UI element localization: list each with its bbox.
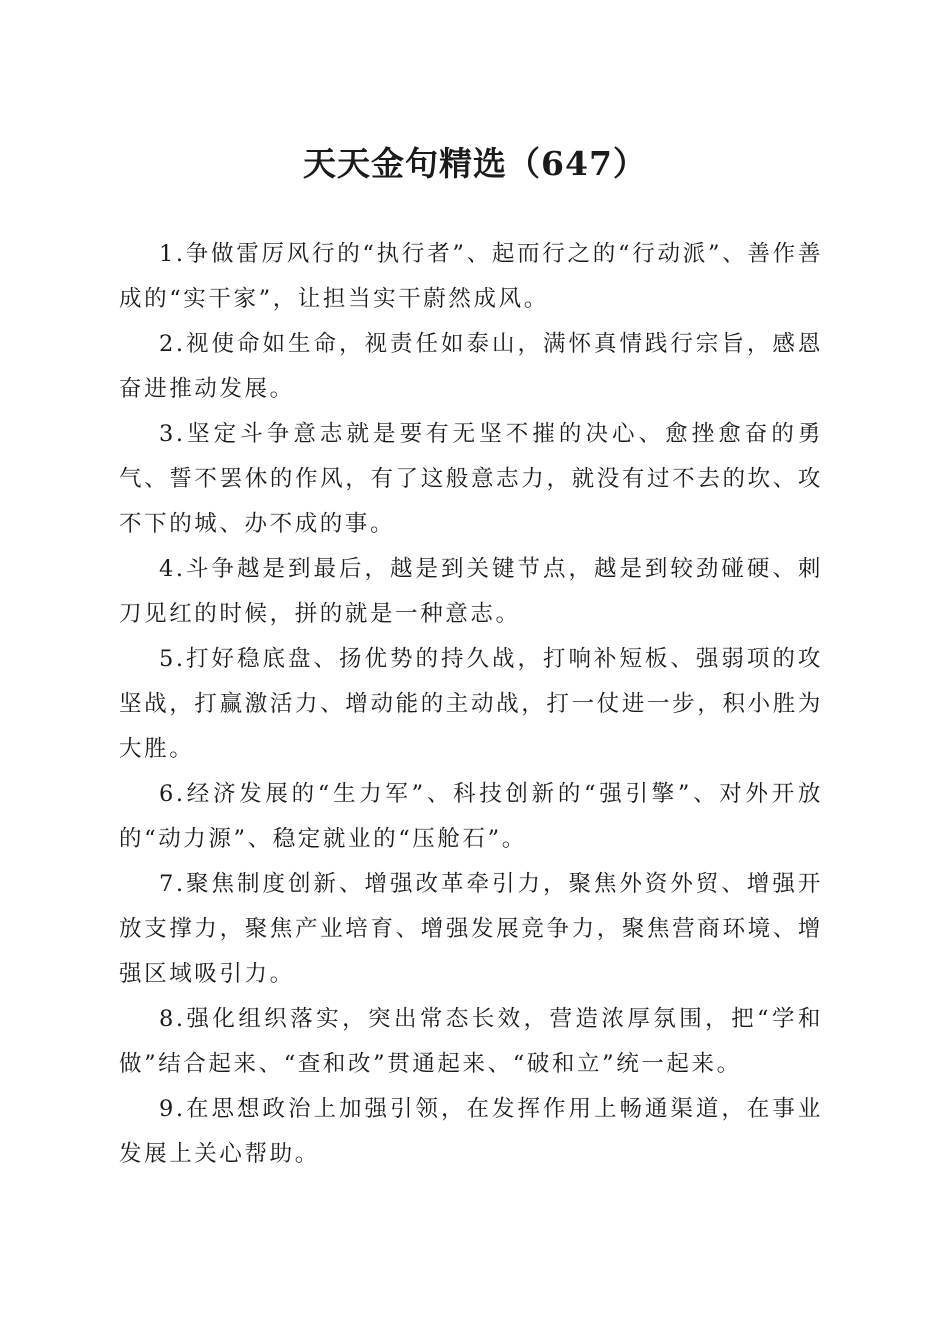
document-body: [119, 232, 823, 1177]
paragraph-4: 4.斗争越是到最后，越是到关键节点，越是到较劲碰硬、刺刀见红的时候，拼的就是一种意志。: [119, 556, 823, 627]
paragraph-5: 5.打好稳底盘、扬优势的持久战，打响补短板、强弱项的攻坚战，打赢激活力、增动能的主动战，打一仗进一步，积小胜为大胜。: [119, 646, 823, 762]
paragraph-3: 3.坚定斗争意志就是要有无坚不摧的决心、愈挫愈奋的勇气、誓不罢休的作风，有了这般意志力，就没有过不去的坎、攻不下的城、办不成的事。: [119, 421, 823, 537]
paragraph-8: 8.强化组织落实，突出常态长效，营造浓厚氛围，把“学和做”结合起来、“查和改”贯通起来、“破和立”统一起来。: [119, 1006, 823, 1077]
document-title: 天天金句精选（647）: [303, 144, 647, 183]
paragraph-2: 2.视使命如生命，视责任如泰山，满怀真情践行宗旨，感恩奋进推动发展。: [119, 331, 823, 402]
paragraph-9: 9.在思想政治上加强引领，在发挥作用上畅通渠道，在事业发展上关心帮助。: [119, 1096, 823, 1167]
paragraph-6: 6.经济发展的“生力军”、科技创新的“强引擎”、对外开放的“动力源”、稳定就业的“压舱石”。: [119, 781, 823, 852]
paragraph-7: 7.聚焦制度创新、增强改革牵引力，聚焦外资外贸、增强开放支撑力，聚焦产业培育、增强发展竞争力，聚焦营商环境、增强区域吸引力。: [119, 871, 823, 987]
paragraph-1: 1.争做雷厉风行的“执行者”、起而行之的“行动派”、善作善成的“实干家”，让担当实干蔚然成风。: [119, 241, 823, 312]
